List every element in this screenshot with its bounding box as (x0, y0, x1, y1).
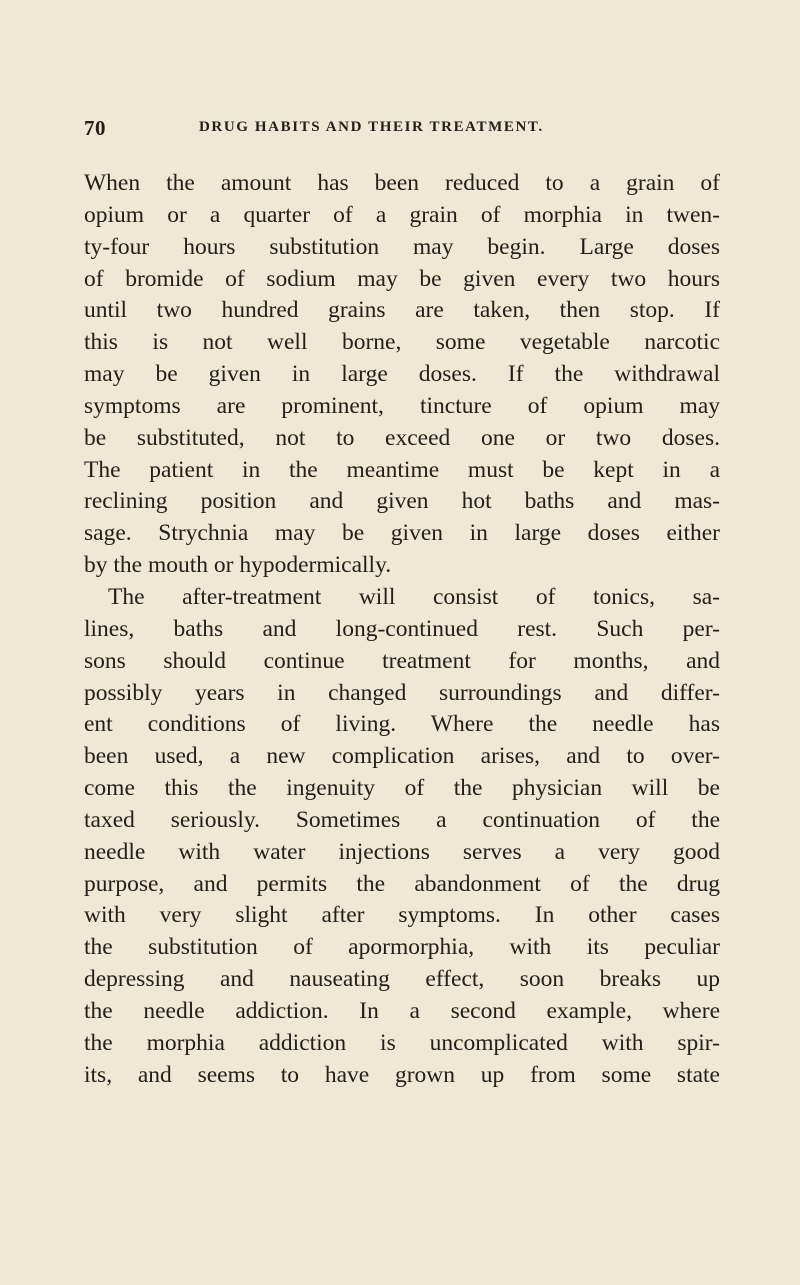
text-line: been used, a new complication arises, and to over- (84, 743, 720, 770)
page-number: 70 (84, 116, 106, 140)
text-line: ty-four hours substitution may begin. Large doses (84, 233, 720, 260)
text-line: sons should continue treatment for months, and (84, 647, 720, 674)
text-line: The patient in the meantime must be kept in a (84, 456, 720, 483)
text-line: reclining position and given hot baths and mas- (84, 488, 720, 515)
text-line: taxed seriously. Sometimes a continuation of the (84, 806, 720, 833)
text-line: of bromide of sodium may be given every two hours (84, 265, 720, 292)
text-line: by the mouth or hypodermically. (84, 552, 392, 579)
text-line: until two hundred grains are taken, then stop. If (84, 297, 720, 324)
text-line: the needle addiction. In a second example, where (84, 997, 720, 1024)
text-line: needle with water injections serves a very good (84, 838, 720, 865)
body-text (84, 168, 720, 1091)
running-head-title: DRUG HABITS AND THEIR TREATMENT. (199, 119, 544, 135)
text-line: ent conditions of living. Where the needle has (84, 711, 720, 738)
text-line: be substituted, not to exceed one or two doses. (84, 424, 720, 451)
text-line: the morphia addiction is uncomplicated with spir- (84, 1029, 720, 1056)
text-line: this is not well borne, some vegetable narcotic (84, 329, 720, 356)
text-line: When the amount has been reduced to a grain of (84, 170, 720, 196)
text-line: lines, baths and long-continued rest. Such per- (84, 615, 720, 642)
text-line: may be given in large doses. If the withdrawal (84, 361, 720, 388)
text-line: symptoms are prominent, tincture of opium may (84, 392, 720, 419)
text-line: come this the ingenuity of the physician will be (84, 775, 720, 802)
text-line: possibly years in changed surroundings and differ- (84, 679, 720, 706)
running-head (84, 116, 724, 140)
text-line: sage. Strychnia may be given in large doses either (84, 520, 720, 547)
text-line: depressing and nauseating effect, soon breaks up (84, 966, 720, 993)
text-line: The after-treatment will consist of tonics, sa- (108, 583, 720, 610)
text-line: its, and seems to have grown up from some state (84, 1061, 720, 1088)
text-line: the substitution of apormorphia, with its peculiar (84, 934, 720, 961)
text-line: with very slight after symptoms. In other cases (84, 902, 720, 929)
text-line: opium or a quarter of a grain of morphia in twen- (84, 201, 720, 228)
text-line: purpose, and permits the abandonment of the drug (84, 870, 720, 897)
